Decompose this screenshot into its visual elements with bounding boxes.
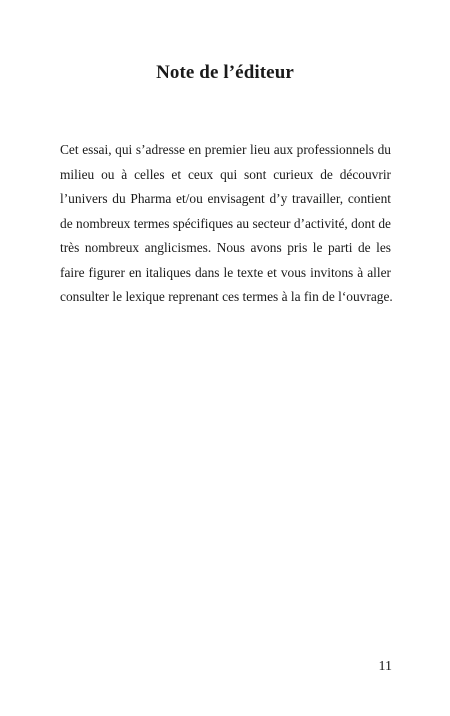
paragraph-line: faire figurer en italiques dans le texte et vous invitons à aller [60, 264, 391, 280]
paragraph-line: de nombreux termes spécifiques au secteur d’activité, dont de [60, 215, 391, 231]
page-title: Note de l’éditeur [156, 62, 294, 83]
paragraph-line: l’univers du Pharma et/ou envisagent d’y travailler, contient [60, 191, 391, 206]
paragraph-line: consulter le lexique reprenant ces termes à la fin de l‘ouvrage. [60, 289, 393, 304]
paragraph-line: Cet essai, qui s’adresse en premier lieu aux professionnels du [60, 142, 391, 157]
page-number: 11 [378, 659, 392, 674]
paragraph-line: très nombreux anglicismes. Nous avons pris le parti de les [60, 240, 391, 255]
editor-note-paragraph [60, 138, 391, 310]
paragraph-line: milieu ou à celles et ceux qui sont curieux de découvrir [60, 166, 391, 182]
